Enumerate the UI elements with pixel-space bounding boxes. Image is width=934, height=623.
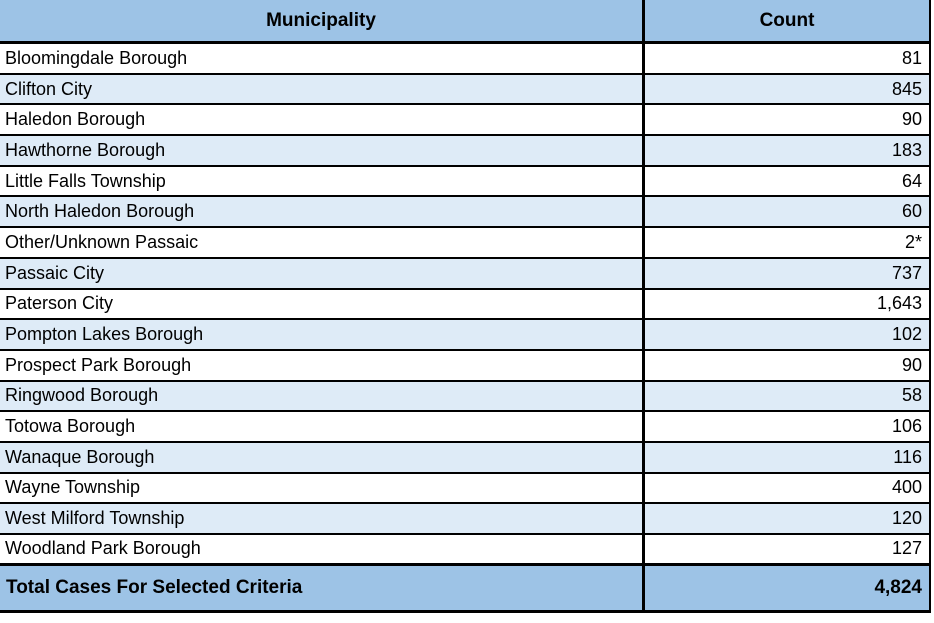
count-cell: 120 xyxy=(891,508,922,529)
municipality-cell: Clifton City xyxy=(0,75,645,104)
municipality-cell: Wanaque Borough xyxy=(0,443,645,472)
table-row xyxy=(0,105,929,136)
total-label: Total Cases For Selected Criteria xyxy=(0,566,645,610)
municipality-cell: Prospect Park Borough xyxy=(0,351,645,380)
table-header-row xyxy=(0,0,929,44)
municipality-cell: Little Falls Township xyxy=(0,167,645,196)
count-cell: 90 xyxy=(901,354,922,375)
count-cell: 400 xyxy=(891,477,922,498)
table-body xyxy=(0,44,929,566)
table-row xyxy=(0,290,929,321)
table-row xyxy=(0,197,929,228)
count-cell: 81 xyxy=(901,47,922,68)
municipality-cell: Hawthorne Borough xyxy=(0,136,645,165)
municipality-cell: Pompton Lakes Borough xyxy=(0,320,645,349)
municipality-cell: West Milford Township xyxy=(0,504,645,533)
municipality-cell: North Haledon Borough xyxy=(0,197,645,226)
municipality-cell: Paterson City xyxy=(0,290,645,319)
table-row xyxy=(0,136,929,167)
municipality-cell: Ringwood Borough xyxy=(0,382,645,411)
municipality-cell: Totowa Borough xyxy=(0,412,645,441)
municipality-cell: Haledon Borough xyxy=(0,105,645,134)
table-row xyxy=(0,75,929,106)
header-municipality: Municipality xyxy=(0,0,645,41)
table-row xyxy=(0,320,929,351)
header-count: Count xyxy=(759,9,815,31)
count-cell: 58 xyxy=(901,385,922,406)
count-cell: 60 xyxy=(901,201,922,222)
municipality-cell: Wayne Township xyxy=(0,474,645,503)
table-row xyxy=(0,167,929,198)
count-cell: 845 xyxy=(891,78,922,99)
municipality-cell: Other/Unknown Passaic xyxy=(0,228,645,257)
municipality-cell: Bloomingdale Borough xyxy=(0,44,645,73)
count-cell: 1,643 xyxy=(876,293,922,314)
count-cell: 102 xyxy=(891,324,922,345)
table-row xyxy=(0,228,929,259)
municipality-cell: Passaic City xyxy=(0,259,645,288)
table-row xyxy=(0,535,929,566)
table-row xyxy=(0,443,929,474)
count-cell: 2* xyxy=(904,231,922,252)
table-row xyxy=(0,259,929,290)
count-cell: 737 xyxy=(891,262,922,283)
total-row xyxy=(0,566,929,613)
table-row xyxy=(0,382,929,413)
count-cell: 64 xyxy=(901,170,922,191)
table-row xyxy=(0,44,929,75)
table-row xyxy=(0,474,929,505)
count-cell: 127 xyxy=(891,538,922,559)
table-row xyxy=(0,412,929,443)
count-cell: 106 xyxy=(891,416,922,437)
table-row xyxy=(0,504,929,535)
count-cell: 183 xyxy=(891,139,922,160)
count-cell: 116 xyxy=(893,446,922,467)
table-row xyxy=(0,351,929,382)
count-cell: 90 xyxy=(901,109,922,130)
total-count: 4,824 xyxy=(874,576,922,598)
municipality-cell: Woodland Park Borough xyxy=(0,535,645,563)
